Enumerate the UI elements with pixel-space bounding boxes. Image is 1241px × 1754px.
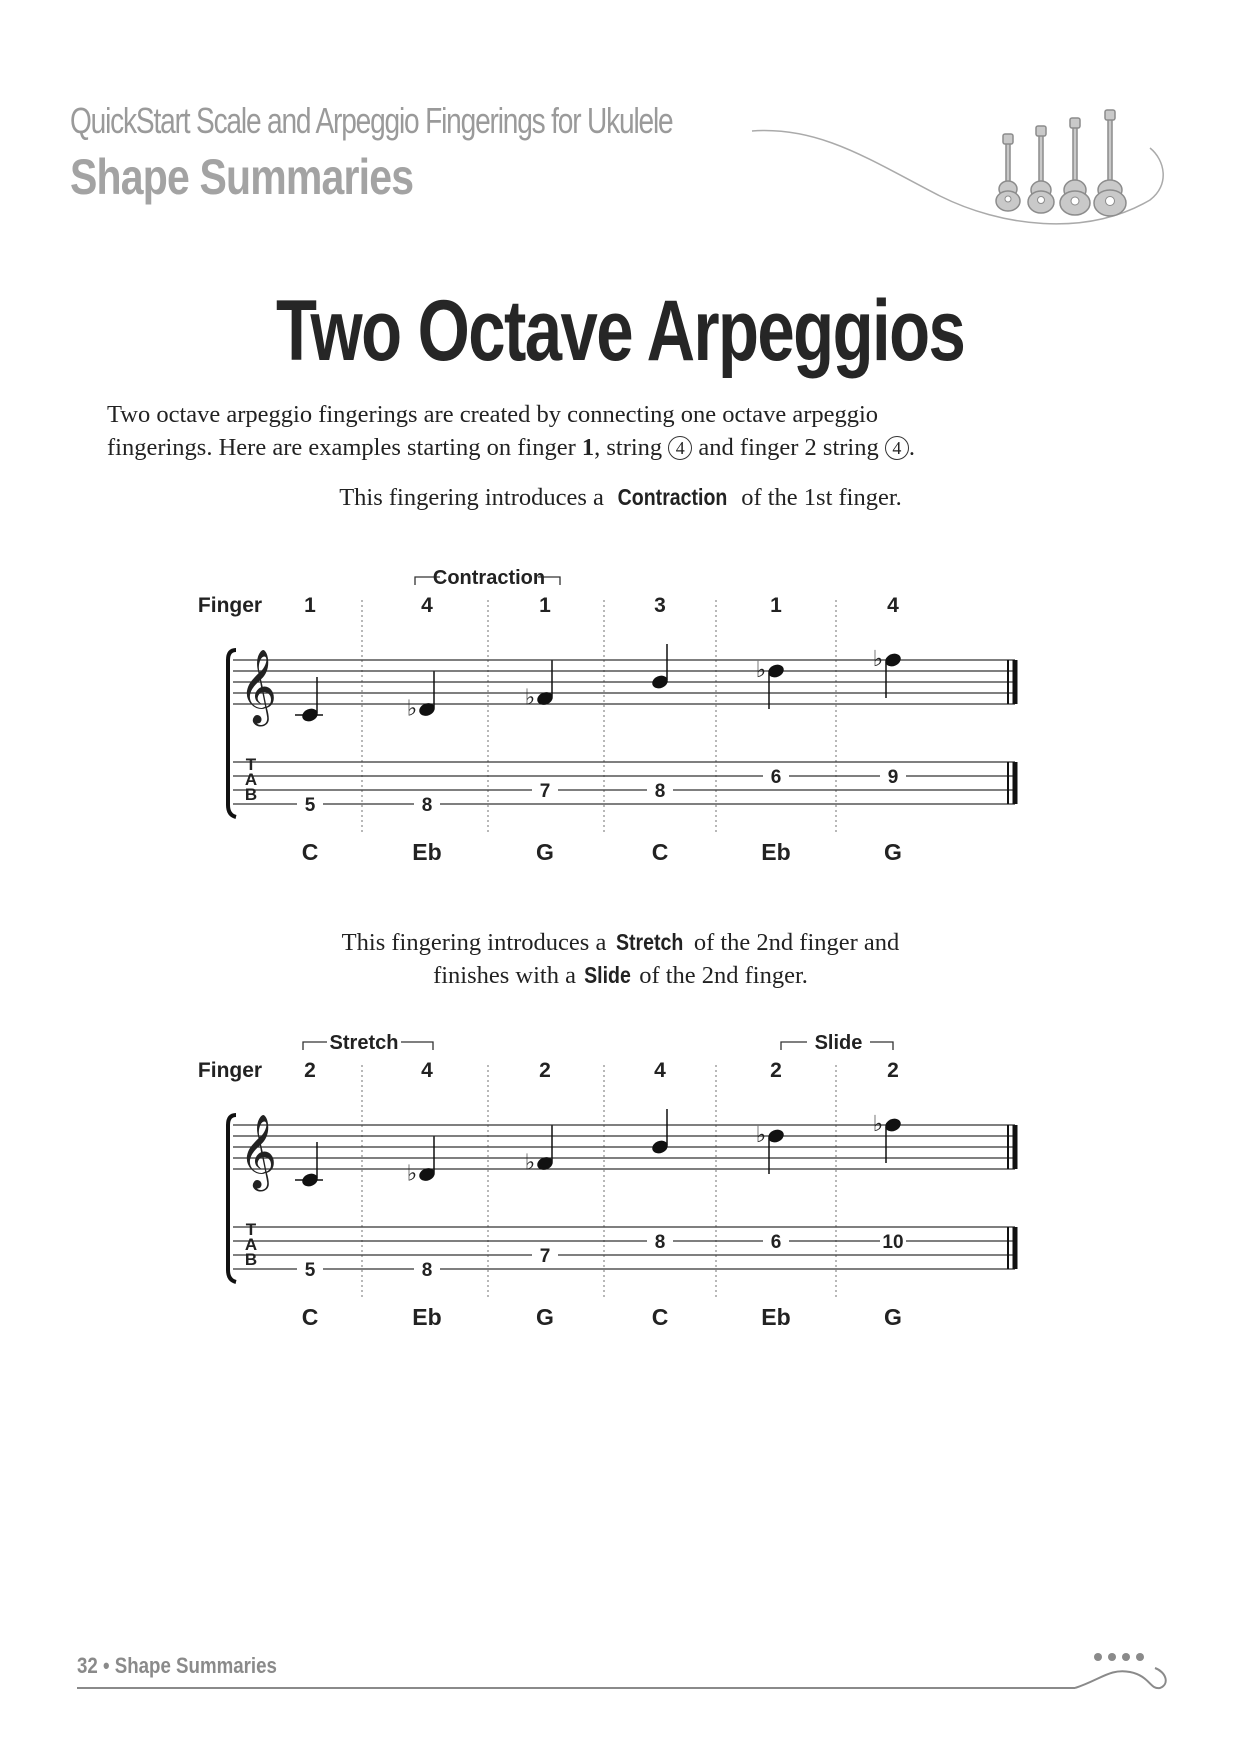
example2-caption: This fingering introduces a Stretch of the 2nd finger and finishes with a Slide of the 2nd finger.	[341, 929, 900, 989]
finger-number: 1	[539, 594, 551, 617]
treble-clef-icon: 𝄞	[239, 650, 277, 722]
fret-number: 6	[770, 1232, 782, 1253]
note-name: G	[884, 1304, 902, 1330]
note-name: G	[536, 1304, 554, 1330]
note-name: Eb	[761, 1304, 791, 1330]
fret-number: 7	[539, 1246, 551, 1267]
finger-number: 4	[654, 1059, 666, 1082]
tab-letter: T	[245, 1220, 257, 1239]
note-name: G	[536, 839, 554, 865]
fret-number: 5	[304, 795, 316, 816]
finger-number: 4	[421, 594, 433, 617]
flat-sign: ♭	[755, 1122, 767, 1147]
page-title: Two Octave Arpeggios	[276, 283, 965, 379]
bracket-line	[781, 1042, 807, 1050]
note-name: Eb	[761, 839, 791, 865]
fret-number: 10	[882, 1232, 904, 1253]
tab-letter: A	[244, 770, 258, 789]
bracket-label: Slide	[814, 1032, 863, 1054]
page-footer: 32 • Shape Summaries	[77, 1653, 277, 1678]
fret-number: 8	[654, 781, 666, 802]
fret-number: 8	[421, 1260, 433, 1281]
string-number-circle: 4	[668, 436, 692, 460]
tab-letter: A	[244, 1235, 258, 1254]
fret-number: 9	[887, 767, 899, 788]
fret-number: 5	[304, 1260, 316, 1281]
tab-letter: B	[244, 785, 258, 804]
finger-label: Finger	[197, 594, 263, 617]
flat-sign: ♭	[872, 1111, 884, 1136]
treble-clef-icon: 𝄞	[239, 1115, 277, 1187]
flat-sign: ♭	[524, 684, 536, 710]
flat-sign: ♭	[406, 695, 418, 721]
tab-letter: B	[244, 1250, 258, 1269]
finger-number: 2	[539, 1059, 551, 1082]
flat-sign: ♭	[406, 1160, 418, 1186]
system-bracket	[228, 1115, 236, 1282]
finger-number: 3	[654, 594, 666, 617]
system-bracket	[228, 650, 236, 817]
flat-sign: ♭	[755, 657, 767, 682]
bracket-label: Contraction	[432, 567, 546, 589]
finger-number: 4	[421, 1059, 433, 1082]
section-title: Shape Summaries	[70, 149, 414, 205]
fret-number: 7	[539, 781, 551, 802]
ukulele-family-icon	[0, 0, 1241, 260]
note-name: C	[651, 839, 669, 865]
tab-letter: T	[245, 755, 257, 774]
series-title: QuickStart Scale and Arpeggio Fingerings for Ukulele	[70, 100, 673, 141]
finger-number: 1	[304, 594, 316, 617]
example1-caption: This fingering introduces a Contraction of the 1st finger.	[339, 484, 902, 511]
flat-sign: ♭	[872, 646, 884, 671]
finger-label: Finger	[197, 1059, 263, 1082]
fret-number: 6	[770, 767, 782, 788]
fret-number: 8	[421, 795, 433, 816]
finger-number: 2	[304, 1059, 316, 1082]
finger-number: 2	[887, 1059, 899, 1082]
note-name: Eb	[412, 1304, 442, 1330]
note-name: C	[301, 839, 319, 865]
finger-number: 2	[770, 1059, 782, 1082]
fret-number: 8	[654, 1232, 666, 1253]
finger-number: 1	[770, 594, 782, 617]
example1-notation	[0, 555, 1241, 875]
example2-notation	[0, 1020, 1241, 1340]
note-name: Eb	[412, 839, 442, 865]
bracket-label: Stretch	[329, 1032, 399, 1054]
note-name: G	[884, 839, 902, 865]
flat-sign: ♭	[524, 1149, 536, 1175]
finger-number: 4	[887, 594, 899, 617]
bracket-line	[401, 1042, 433, 1050]
note-name: C	[301, 1304, 319, 1330]
string-number-circle: 4	[885, 436, 909, 460]
intro-paragraph: Two octave arpeggio fingerings are created by connecting one octave arpeggio fingerings. Here are examples starting on finger 1, string 4 and finger 2 string 4 .	[107, 401, 915, 461]
note-name: C	[651, 1304, 669, 1330]
bracket-line	[870, 1042, 893, 1050]
bracket-line	[303, 1042, 327, 1050]
